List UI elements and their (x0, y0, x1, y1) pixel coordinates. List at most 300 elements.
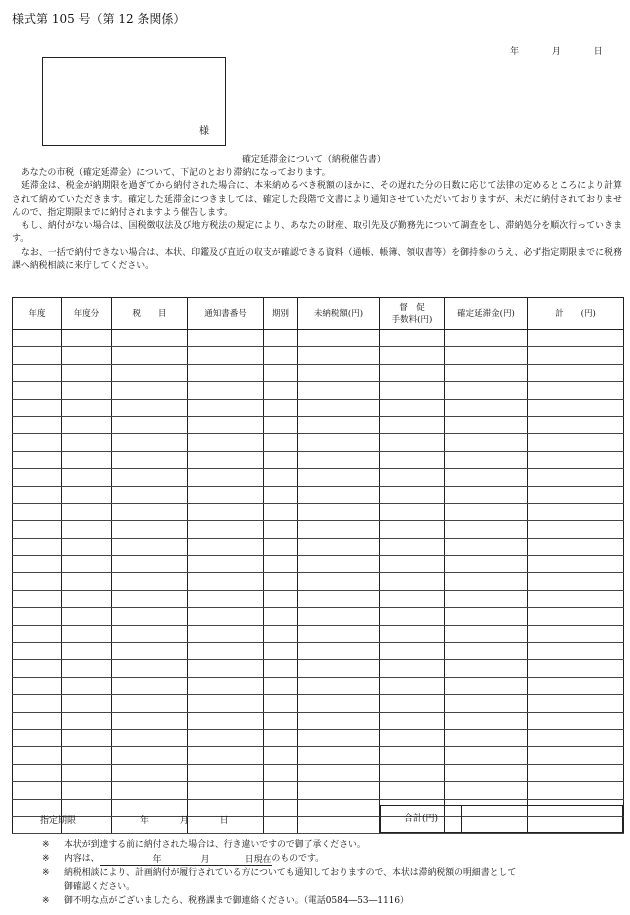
table-cell (62, 556, 112, 573)
table-cell (112, 330, 188, 347)
table-row (13, 573, 624, 590)
table-cell (380, 695, 445, 712)
table-row (13, 399, 624, 416)
table-cell (445, 782, 528, 799)
table-cell (112, 712, 188, 729)
table-cell (445, 764, 528, 781)
note-item (42, 866, 622, 894)
table-row (13, 538, 624, 555)
table-cell (188, 469, 264, 486)
table-cell (445, 503, 528, 520)
note-day-blank: 日現在 (210, 853, 272, 866)
table-cell (188, 416, 264, 433)
table-row (13, 434, 624, 451)
table-header-row (13, 298, 624, 330)
deadline-day-label: 日 (219, 816, 229, 826)
table-cell (298, 416, 380, 433)
table-cell (380, 677, 445, 694)
table-cell (380, 625, 445, 642)
table-cell (264, 538, 298, 555)
table-cell (298, 399, 380, 416)
table-cell (298, 590, 380, 607)
table-cell (264, 347, 298, 364)
table-cell (380, 416, 445, 433)
paragraph: 延滞金は、税金が納期限を過ぎてから納付された場合に、本来納めるべき税額のほかに、その遅れた分の日数に応じて法律の定めるところにより計算されて納めていただきます。確定した延滞金につきましては、確定した段階で文書により通知させていただいておりますが、未だに納付されておりませんので、指定期限までに納付されますよう催告します。 (12, 181, 622, 218)
table-cell (528, 590, 624, 607)
table-cell (62, 538, 112, 555)
table-cell (188, 399, 264, 416)
date-year-label: 年 (510, 47, 520, 57)
table-cell (445, 330, 528, 347)
table-cell (264, 625, 298, 642)
table-cell (380, 608, 445, 625)
table-cell (380, 712, 445, 729)
table-cell (112, 729, 188, 746)
table-cell (528, 521, 624, 538)
table-cell (528, 538, 624, 555)
table-cell (62, 712, 112, 729)
table-cell (264, 486, 298, 503)
table-cell (298, 677, 380, 694)
table-cell (112, 503, 188, 520)
table-row (13, 347, 624, 364)
table-cell (62, 764, 112, 781)
table-cell (112, 782, 188, 799)
table-cell (264, 573, 298, 590)
table-cell (445, 486, 528, 503)
table-row (13, 677, 624, 694)
table-cell (13, 747, 62, 764)
table-cell (13, 330, 62, 347)
table-cell (445, 364, 528, 381)
table-cell (528, 364, 624, 381)
table-cell (62, 782, 112, 799)
table-cell (445, 451, 528, 468)
table-cell (445, 521, 528, 538)
table-cell (112, 538, 188, 555)
table-cell (380, 573, 445, 590)
table-cell (188, 364, 264, 381)
table-cell (112, 451, 188, 468)
table-cell (188, 712, 264, 729)
table-cell (445, 382, 528, 399)
table-cell (445, 660, 528, 677)
table-cell (13, 625, 62, 642)
table-cell (13, 382, 62, 399)
table-cell (445, 608, 528, 625)
table-cell (264, 521, 298, 538)
table-cell (298, 608, 380, 625)
table-cell (112, 416, 188, 433)
note-item (42, 838, 622, 852)
note-item (42, 852, 622, 866)
date-month-label: 月 (551, 47, 561, 57)
table-cell (298, 330, 380, 347)
table-cell (528, 416, 624, 433)
table-cell (445, 590, 528, 607)
table-cell (13, 782, 62, 799)
table-cell (264, 643, 298, 660)
paragraph: なお、一括で納付できない場合は、本状、印鑑及び直近の収支が確認できる資料（通帳、帳簿、領収書等）を御持参のうえ、必ず指定期限までに税務課へ納税相談に来庁してください。 (12, 247, 622, 272)
table-cell (264, 816, 298, 833)
table-cell (188, 556, 264, 573)
table-cell (380, 782, 445, 799)
note-suffix: のものです。 (271, 854, 325, 864)
table-cell (62, 608, 112, 625)
honorific-label: 様 (199, 126, 209, 137)
table-row (13, 503, 624, 520)
document-title: 確定延滞金について（納税催告書） (242, 155, 386, 165)
note-text: 納税相談により、計画納付が履行されている方についても通知しておりますので、本状は滞納税額の明細書として (64, 868, 517, 878)
table-cell (298, 382, 380, 399)
deadline-date (140, 813, 229, 826)
table-cell (112, 556, 188, 573)
table-cell (528, 347, 624, 364)
table-cell (380, 399, 445, 416)
table-cell (13, 729, 62, 746)
table-cell (188, 451, 264, 468)
table-cell (13, 399, 62, 416)
table-row (13, 729, 624, 746)
table-row (13, 330, 624, 347)
table-cell (13, 573, 62, 590)
table-cell (188, 695, 264, 712)
table-cell (62, 451, 112, 468)
table-cell (62, 399, 112, 416)
table-cell (188, 608, 264, 625)
table-cell (380, 486, 445, 503)
table-cell (188, 625, 264, 642)
table-cell (298, 729, 380, 746)
table-cell (62, 416, 112, 433)
grand-total-box (380, 805, 623, 833)
col-header-period: 期別 (264, 298, 298, 330)
table-cell (13, 521, 62, 538)
table-cell (264, 590, 298, 607)
table-cell (445, 347, 528, 364)
note-mark: ※ (42, 854, 50, 864)
table-cell (188, 729, 264, 746)
table-cell (445, 695, 528, 712)
table-cell (112, 486, 188, 503)
table-cell (13, 486, 62, 503)
table-cell (188, 521, 264, 538)
table-cell (264, 747, 298, 764)
table-cell (380, 451, 445, 468)
table-cell (112, 347, 188, 364)
table-cell (528, 486, 624, 503)
table-cell (528, 556, 624, 573)
table-cell (188, 573, 264, 590)
table-cell (445, 416, 528, 433)
table-cell (298, 782, 380, 799)
table-cell (298, 625, 380, 642)
table-cell (188, 782, 264, 799)
table-cell (13, 590, 62, 607)
table-cell (62, 747, 112, 764)
table-cell (298, 538, 380, 555)
table-cell (298, 695, 380, 712)
table-cell (528, 677, 624, 694)
table-cell (112, 625, 188, 642)
table-cell (62, 382, 112, 399)
col-header-year-portion: 年度分 (62, 298, 112, 330)
table-cell (380, 590, 445, 607)
table-cell (62, 347, 112, 364)
note-mark: ※ (42, 896, 50, 906)
table-cell (298, 556, 380, 573)
table-body (13, 330, 624, 834)
table-cell (445, 556, 528, 573)
table-cell (264, 729, 298, 746)
table-cell (528, 695, 624, 712)
table-cell (298, 486, 380, 503)
table-cell (528, 729, 624, 746)
table-cell (380, 764, 445, 781)
table-row (13, 782, 624, 799)
col-header-fiscal-year: 年度 (13, 298, 62, 330)
table-cell (445, 573, 528, 590)
table-row (13, 416, 624, 433)
note-year-blank: 年 (100, 853, 162, 866)
table-cell (188, 347, 264, 364)
table-cell (298, 573, 380, 590)
table-cell (188, 434, 264, 451)
table-cell (13, 712, 62, 729)
table-cell (264, 451, 298, 468)
table-cell (112, 677, 188, 694)
table-cell (188, 503, 264, 520)
table-cell (298, 816, 380, 833)
table-cell (112, 643, 188, 660)
deadline-month-label: 月 (179, 816, 189, 826)
note-text: 本状が到達する前に納付された場合は、行き違いですので御了承ください。 (64, 840, 366, 850)
table-cell (264, 608, 298, 625)
table-cell (188, 538, 264, 555)
table-cell (62, 434, 112, 451)
col-header-total: 計 (円) (528, 298, 624, 330)
table-cell (380, 382, 445, 399)
table-cell (445, 625, 528, 642)
table-cell (528, 608, 624, 625)
table-cell (264, 469, 298, 486)
table-cell (528, 382, 624, 399)
table-cell (528, 451, 624, 468)
grand-total-label: 合計(円) (381, 806, 462, 832)
table-cell (62, 643, 112, 660)
table-row (13, 521, 624, 538)
table-cell (445, 747, 528, 764)
table-cell (112, 469, 188, 486)
table-cell (380, 521, 445, 538)
table-row (13, 625, 624, 642)
table-cell (298, 451, 380, 468)
table-cell (13, 643, 62, 660)
table-cell (380, 330, 445, 347)
table-cell (13, 347, 62, 364)
table-row (13, 608, 624, 625)
issue-date (510, 44, 603, 57)
table-cell (264, 712, 298, 729)
table-cell (380, 364, 445, 381)
table-cell (188, 643, 264, 660)
table-cell (13, 608, 62, 625)
table-cell (62, 469, 112, 486)
table-row (13, 556, 624, 573)
table-cell (528, 503, 624, 520)
note-prefix: 内容は、 (64, 854, 100, 864)
table-cell (264, 399, 298, 416)
col-header-fixed-late-fee: 確定延滞金(円) (445, 298, 528, 330)
table-cell (298, 347, 380, 364)
table-cell (62, 364, 112, 381)
table-cell (62, 695, 112, 712)
body-text (12, 167, 622, 273)
table-cell (298, 521, 380, 538)
table-cell (264, 382, 298, 399)
table-cell (528, 469, 624, 486)
table-cell (112, 747, 188, 764)
table-row (13, 451, 624, 468)
table-cell (188, 330, 264, 347)
table-cell (298, 799, 380, 816)
table-cell (62, 503, 112, 520)
table-cell (112, 434, 188, 451)
table-cell (264, 364, 298, 381)
table-cell (264, 677, 298, 694)
table-cell (112, 608, 188, 625)
table-cell (380, 556, 445, 573)
table-cell (264, 330, 298, 347)
deadline-label: 指定期限 (40, 816, 77, 826)
table-row (13, 747, 624, 764)
table-row (13, 364, 624, 381)
table-cell (445, 399, 528, 416)
table-cell (380, 469, 445, 486)
table-row (13, 382, 624, 399)
table-cell (264, 695, 298, 712)
table-cell (380, 434, 445, 451)
table-cell (298, 747, 380, 764)
table-cell (528, 782, 624, 799)
table-cell (188, 382, 264, 399)
table-cell (298, 364, 380, 381)
table-cell (298, 643, 380, 660)
table-cell (264, 434, 298, 451)
table-row (13, 486, 624, 503)
col-header-tax-item: 税 目 (112, 298, 188, 330)
form-number: 様式第 105 号（第 12 条関係） (12, 12, 186, 26)
table-cell (264, 764, 298, 781)
table-cell (112, 382, 188, 399)
table-cell (112, 573, 188, 590)
table-cell (13, 764, 62, 781)
table-cell (380, 729, 445, 746)
paragraph: あなたの市税（確定延滞金）について、下記のとおり滞納になっております。 (20, 168, 331, 178)
paragraph: もし、納付がない場合は、国税徴収法及び地方税法の規定により、あなたの財産、取引先及び勤務先について調査をし、滞納処分を順次行っていきます。 (12, 221, 622, 245)
table-cell (13, 538, 62, 555)
table-cell (445, 677, 528, 694)
table-cell (298, 469, 380, 486)
table-cell (188, 747, 264, 764)
note-mark: ※ (42, 840, 50, 850)
note-item (42, 894, 622, 908)
table-cell (380, 503, 445, 520)
table-cell (62, 660, 112, 677)
table-row (13, 695, 624, 712)
table-row (13, 712, 624, 729)
table-cell (298, 434, 380, 451)
table-cell (13, 451, 62, 468)
table-cell (380, 660, 445, 677)
table-cell (13, 503, 62, 520)
table-cell (264, 416, 298, 433)
deadline-year-label: 年 (140, 816, 150, 826)
table-cell (380, 347, 445, 364)
table-cell (62, 573, 112, 590)
recipient-address-box (42, 57, 226, 146)
table-cell (380, 538, 445, 555)
table-cell (298, 660, 380, 677)
table-cell (298, 503, 380, 520)
table-cell (528, 660, 624, 677)
table-cell (13, 677, 62, 694)
table-cell (298, 764, 380, 781)
col-header-unpaid-tax: 未納税額(円) (298, 298, 380, 330)
table-cell (13, 469, 62, 486)
tax-arrears-table (12, 297, 624, 834)
note-text: 御確認ください。 (64, 882, 135, 892)
table-cell (528, 625, 624, 642)
note-text: 御不明な点がございましたら、税務課まで御連絡ください。（電話0584―53―1116） (64, 896, 409, 906)
table-cell (298, 712, 380, 729)
table-cell (112, 399, 188, 416)
table-cell (188, 486, 264, 503)
table-cell (264, 556, 298, 573)
table-cell (445, 712, 528, 729)
table-cell (528, 764, 624, 781)
table-cell (62, 729, 112, 746)
table-row (13, 643, 624, 660)
notes-section (42, 838, 622, 908)
table-cell (528, 399, 624, 416)
table-row (13, 764, 624, 781)
table-cell (445, 729, 528, 746)
table-cell (112, 521, 188, 538)
table-cell (380, 643, 445, 660)
col-header-reminder-fee (380, 298, 445, 330)
table-cell (264, 782, 298, 799)
table-row (13, 469, 624, 486)
table-cell (445, 434, 528, 451)
table-cell (445, 643, 528, 660)
table-cell (62, 677, 112, 694)
table-cell (528, 434, 624, 451)
table-cell (62, 590, 112, 607)
table-cell (264, 660, 298, 677)
table-cell (112, 764, 188, 781)
table-cell (62, 625, 112, 642)
reminder-fee-line1: 督 促 (399, 302, 425, 313)
table-cell (528, 330, 624, 347)
note-mark: ※ (42, 868, 50, 878)
table-cell (528, 573, 624, 590)
table-cell (62, 330, 112, 347)
table-cell (445, 538, 528, 555)
table-cell (188, 590, 264, 607)
table-cell (13, 416, 62, 433)
table-cell (112, 590, 188, 607)
